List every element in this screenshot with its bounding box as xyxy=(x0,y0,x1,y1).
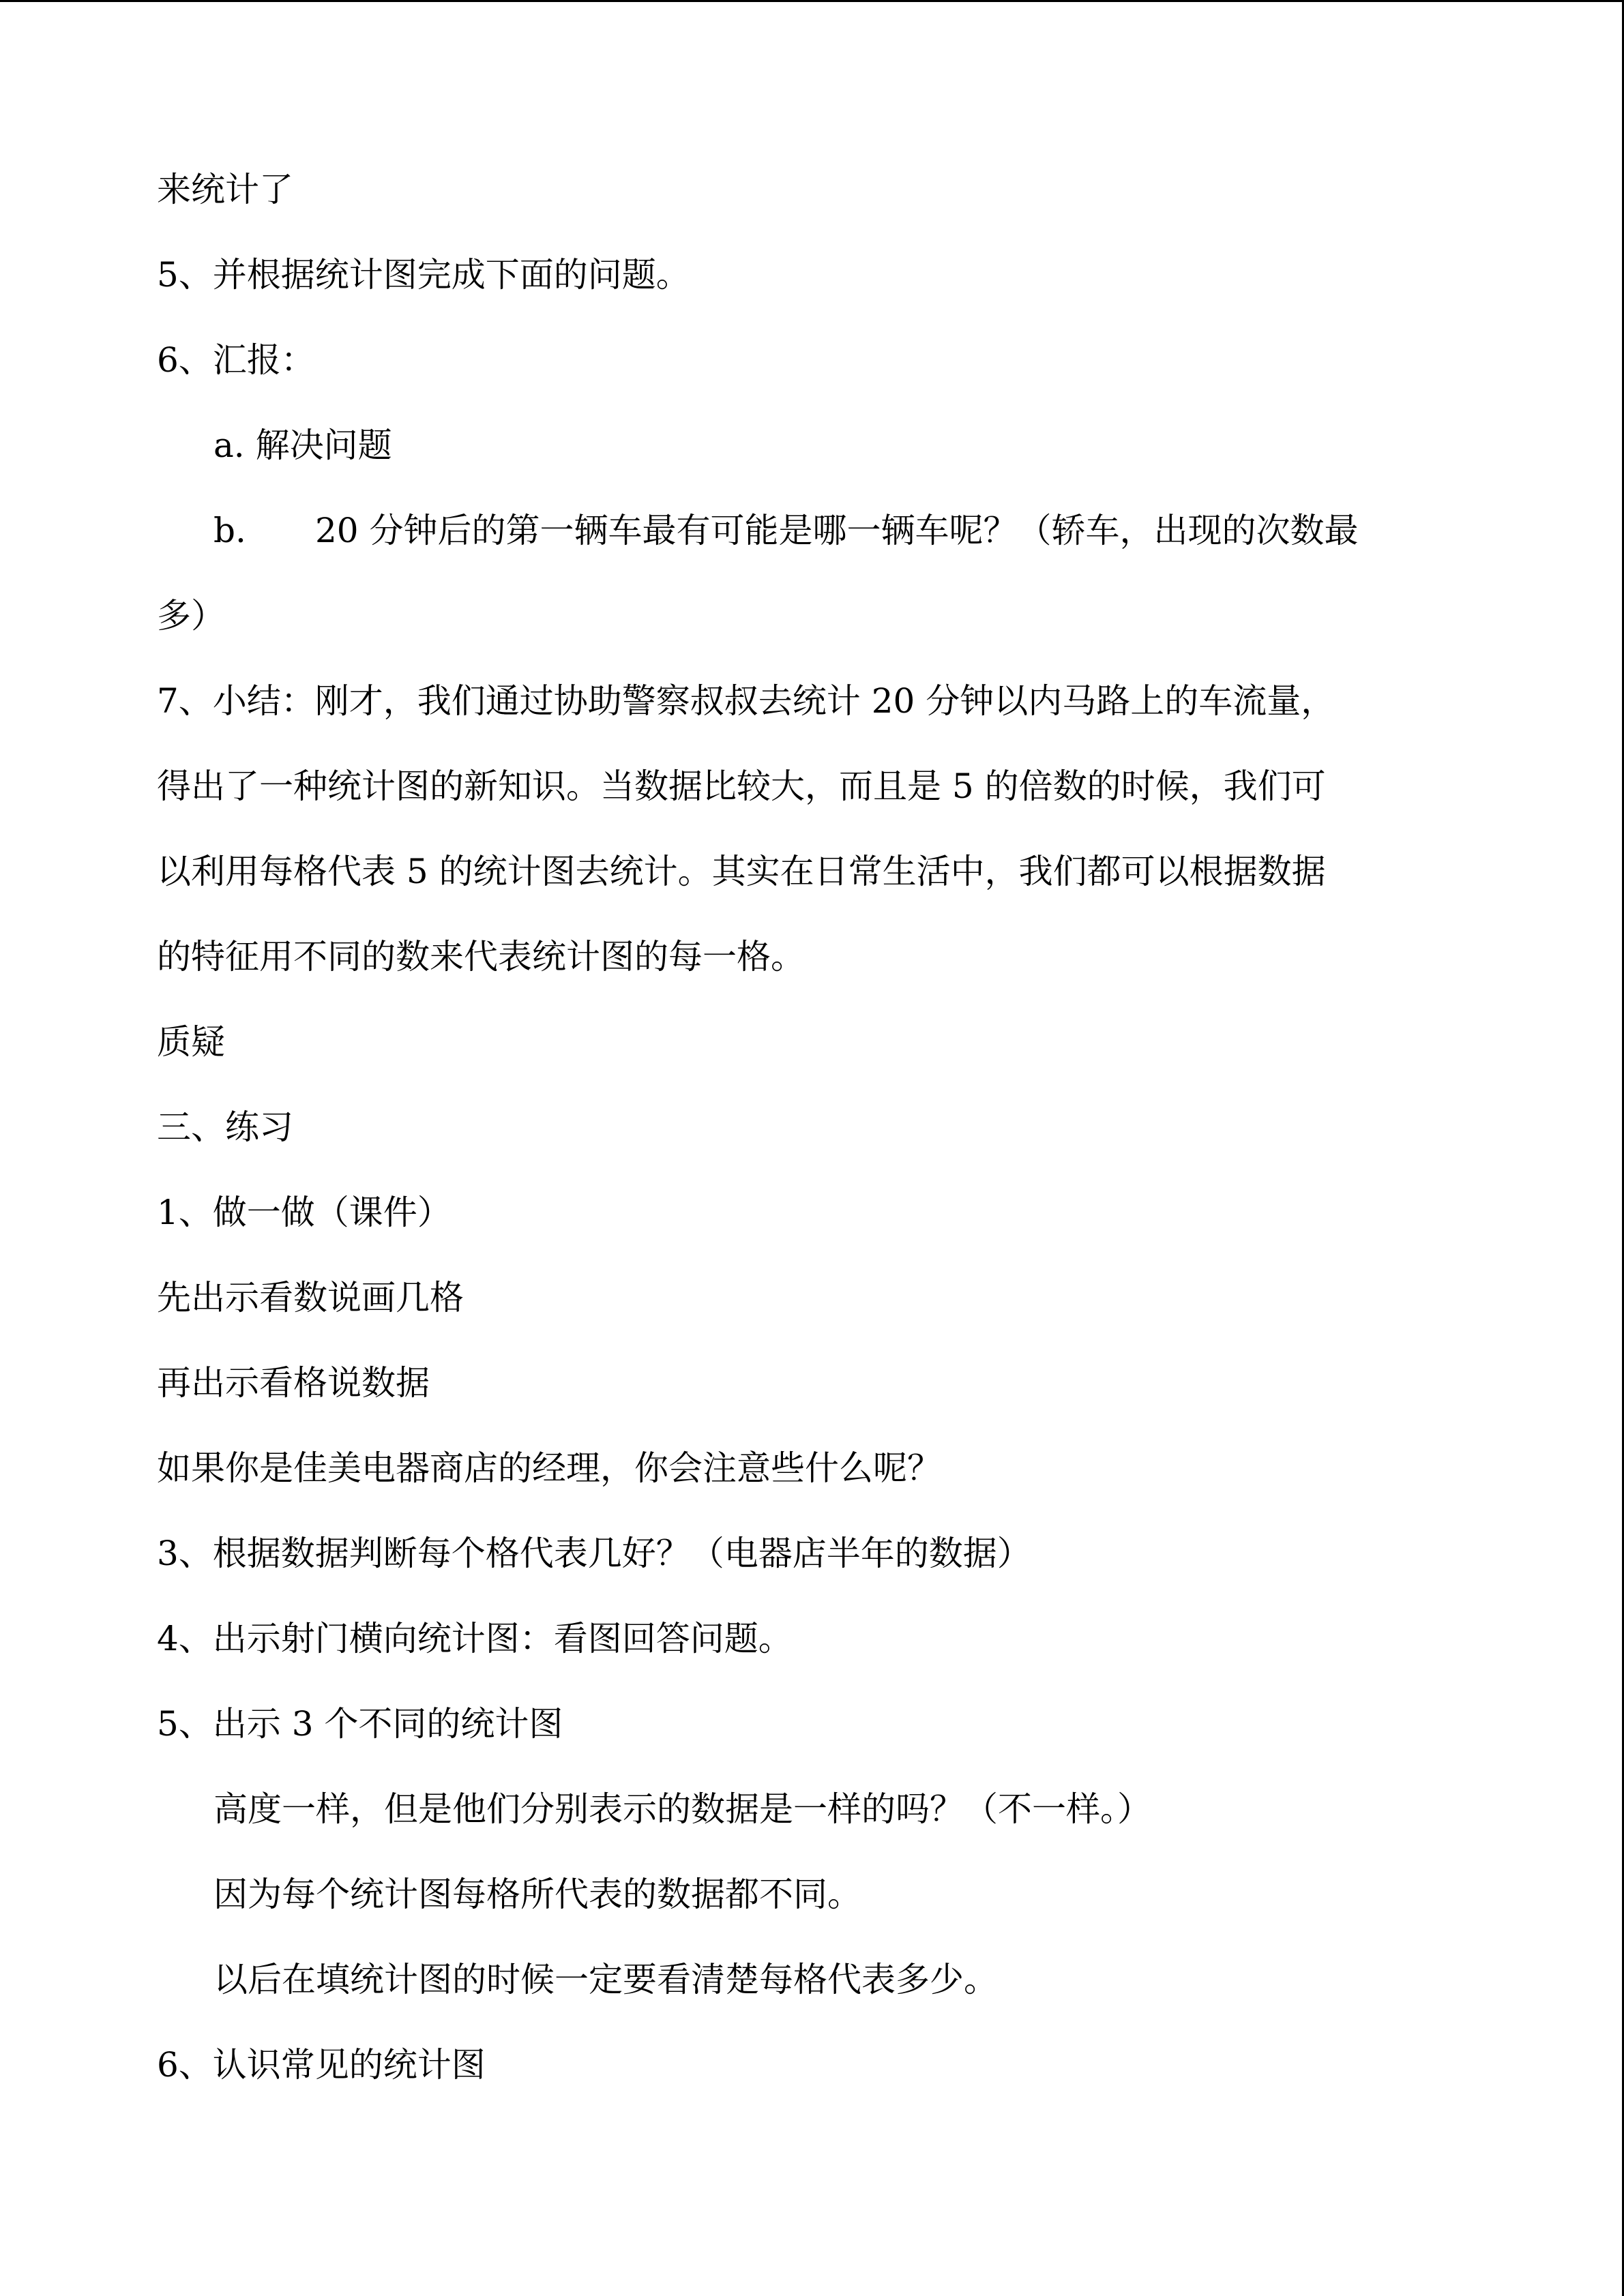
text-line: 1、做一做（课件） xyxy=(157,1193,452,1232)
text-line: 再出示看格说数据 xyxy=(157,1363,430,1403)
text-line: 6、汇报： xyxy=(157,340,315,380)
text-line: 的特征用不同的数来代表统计图的每一格。 xyxy=(157,937,805,976)
text-line: 高度一样，但是他们分别表示的数据是一样的吗？（不一样。） xyxy=(213,1789,1151,1829)
text-line: 7、小结：刚才，我们通过协助警察叔叔去统计 20 分钟以内马路上的车流量， xyxy=(157,681,1335,721)
text-line: 质疑 xyxy=(157,1022,225,1062)
text-line: 以后在填统计图的时候一定要看清楚每格代表多少。 xyxy=(213,1960,998,1999)
text-line: 得出了一种统计图的新知识。当数据比较大，而且是 5 的倍数的时候，我们可 xyxy=(157,766,1326,806)
text-line: 5、并根据统计图完成下面的问题。 xyxy=(157,255,690,295)
text-line: 5、出示 3 个不同的统计图 xyxy=(157,1704,563,1744)
text-line: 先出示看数说画几格 xyxy=(157,1278,464,1317)
text-line: 如果你是佳美电器商店的经理，你会注意些什么呢？ xyxy=(157,1448,941,1488)
list-marker: b. xyxy=(213,511,246,550)
text-line: 3、根据数据判断每个格代表几好？（电器店半年的数据） xyxy=(157,1534,1031,1573)
text-line: 因为每个统计图每格所代表的数据都不同。 xyxy=(213,1875,861,1914)
text-line: a. 解决问题 xyxy=(213,426,392,465)
text-line: 20 分钟后的第一辆车最有可能是哪一辆车呢？（轿车，出现的次数最 xyxy=(315,511,1359,550)
text-line: 多） xyxy=(157,596,225,636)
text-line: 6、认识常见的统计图 xyxy=(157,2045,486,2085)
section-heading: 三、练习 xyxy=(157,1107,293,1147)
text-line: 来统计了 xyxy=(157,170,293,209)
text-line: 4、出示射门横向统计图：看图回答问题。 xyxy=(157,1619,793,1658)
text-line: 以利用每格代表 5 的统计图去统计。其实在日常生活中，我们都可以根据数据 xyxy=(157,852,1326,891)
